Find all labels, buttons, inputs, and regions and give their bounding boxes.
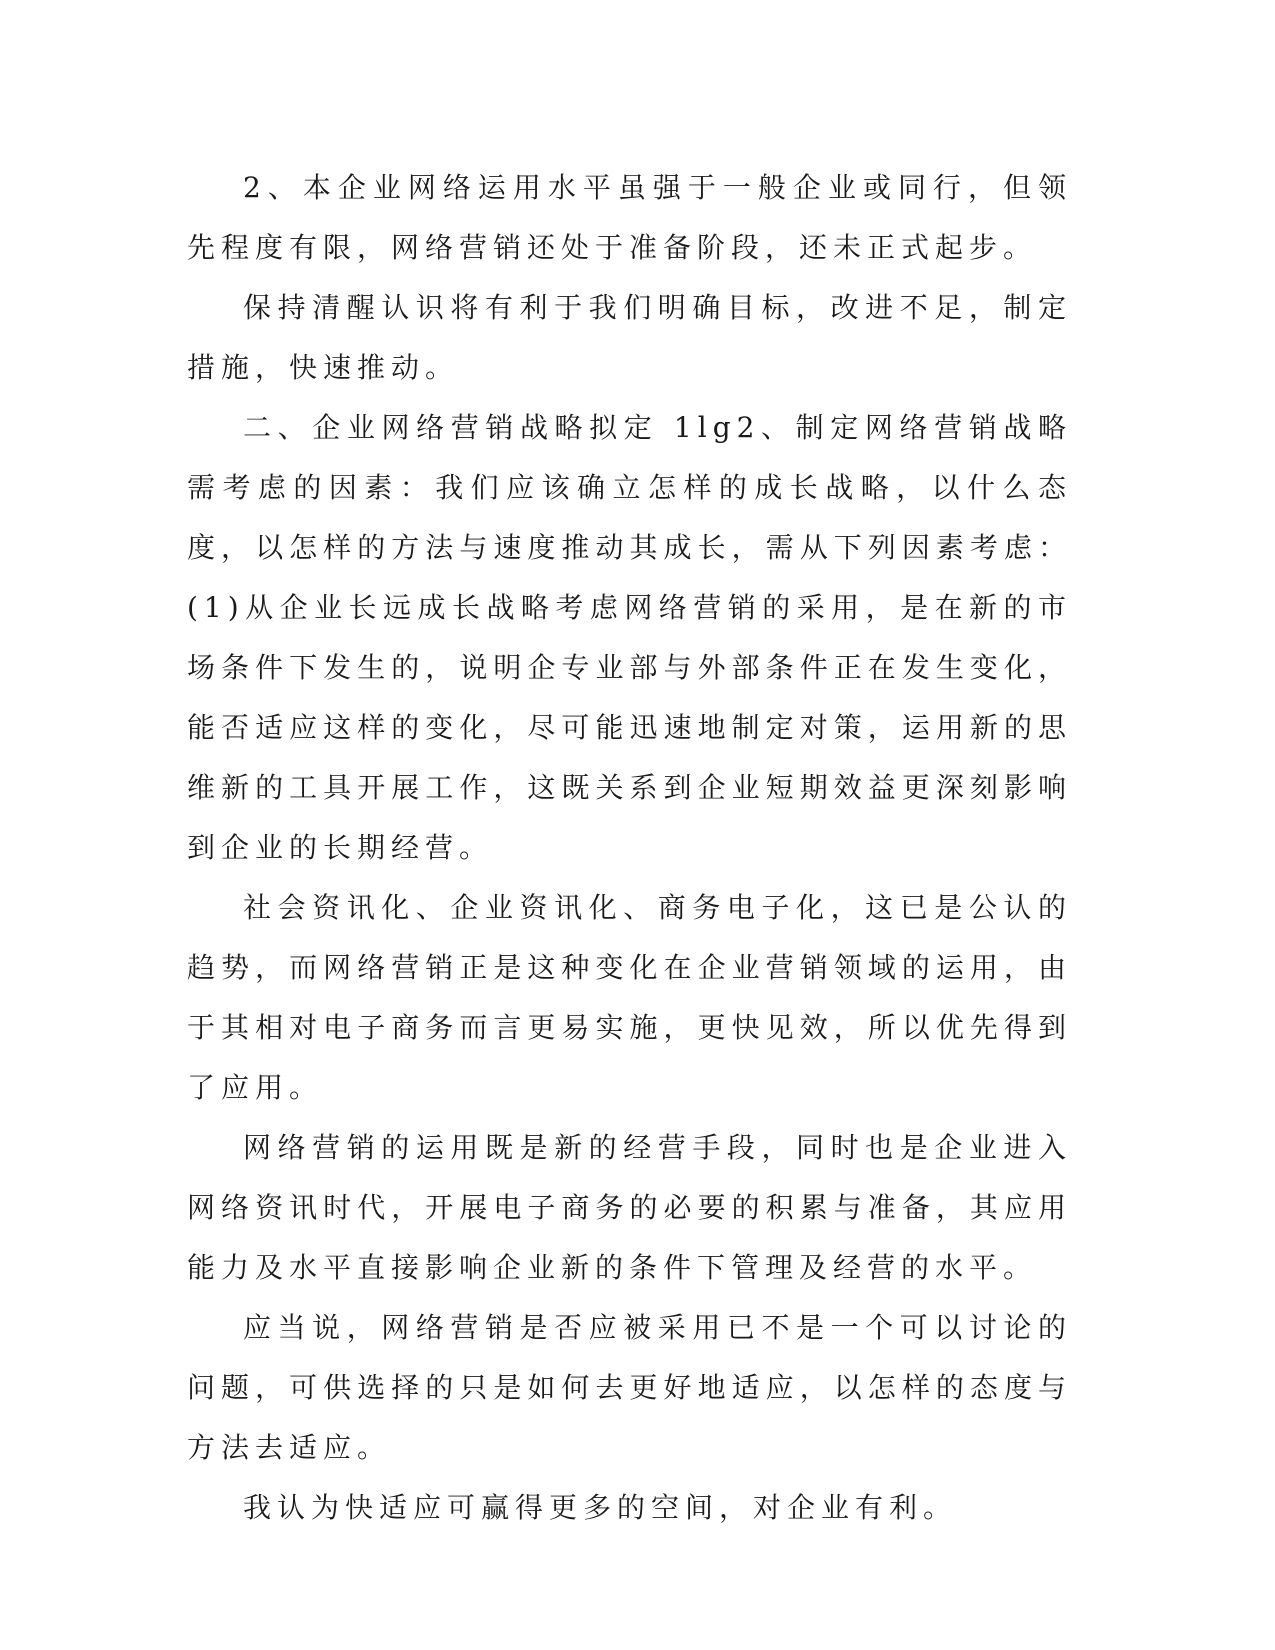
paragraph-4: 社会资讯化、企业资讯化、商务电子化，这已是公认的趋势，而网络营销正是这种变化在企业营销领域的运用，由于其相对电子商务而言更易实施，更快见效，所以优先得到了应用。 <box>187 891 1072 1104</box>
paragraph-3: 二、企业网络营销战略拟定 1lg2、制定网络营销战略需考虑的因素：我们应该确立怎样的成长战略，以什么态度，以怎样的方法与速度推动其成长，需从下列因素考虑：(1)从企业长远成长战略考虑网络营销的采用，是在新的市场条件下发生的，说明企专业部与外部条件正在发生变化，能否适应这样的变化，尽可能迅速地制定对策，运用新的思维新的工具开展工作，这既关系到企业短期效益更深刻影响到企业的长期经营。 <box>187 411 1072 864</box>
document-body <box>187 158 1072 1538</box>
paragraph-1: 2、本企业网络运用水平虽强于一般企业或同行，但领先程度有限，网络营销还处于准备阶段，还未正式起步。 <box>187 171 1072 264</box>
paragraph-7: 我认为快适应可赢得更多的空间，对企业有利。 <box>243 1491 958 1524</box>
paragraph-2: 保持清醒认识将有利于我们明确目标，改进不足，制定措施，快速推动。 <box>187 291 1072 384</box>
paragraph-5: 网络营销的运用既是新的经营手段，同时也是企业进入网络资讯时代，开展电子商务的必要的积累与准备，其应用能力及水平直接影响企业新的条件下管理及经营的水平。 <box>187 1131 1072 1284</box>
paragraph-6: 应当说，网络营销是否应被采用已不是一个可以讨论的问题，可供选择的只是如何去更好地适应，以怎样的态度与方法去适应。 <box>187 1311 1072 1464</box>
